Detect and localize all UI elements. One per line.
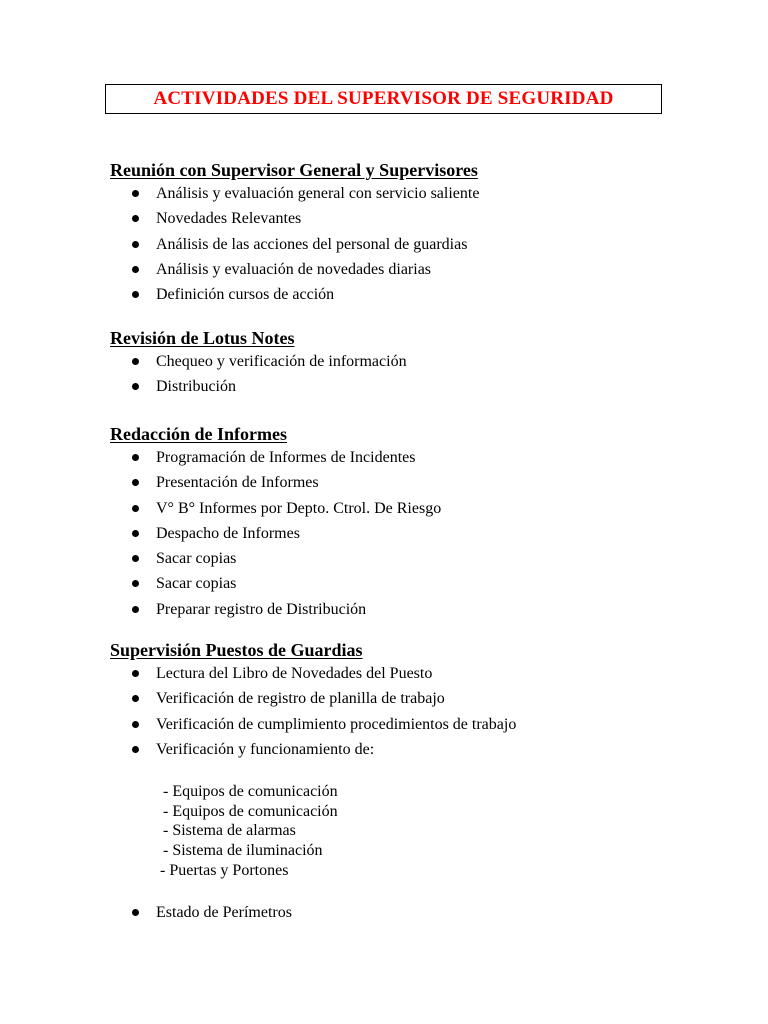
sub-item: - Equipos de comunicación [163, 783, 338, 800]
list-item: Chequeo y verificación de información [110, 349, 407, 374]
list-item: Programación de Informes de Incidentes [110, 445, 441, 470]
bullet-icon [132, 670, 139, 677]
list-item: Sacar copias [110, 546, 441, 571]
bullet-icon [132, 291, 139, 298]
item-list [110, 349, 407, 400]
list-item: Novedades Relevantes [110, 206, 479, 231]
list-item: Análisis y evaluación general con servicio saliente [110, 181, 479, 206]
bullet-icon [132, 555, 139, 562]
list-item: Distribución [110, 374, 407, 399]
section-heading: Redacción de Informes [110, 424, 287, 444]
bullet-icon [132, 454, 139, 461]
bullet-icon [132, 266, 139, 273]
bullet-icon [132, 479, 139, 486]
section-lotus-notes [110, 327, 407, 400]
item-list [110, 181, 479, 307]
sub-item: - Puertas y Portones [160, 861, 289, 879]
sub-item: - Sistema de iluminación [163, 842, 323, 860]
bullet-icon [132, 505, 139, 512]
list-item: Definición cursos de acción [110, 282, 479, 307]
list-item: Sacar copias [110, 571, 441, 596]
sub-item: - Equipos de comunicación [163, 802, 338, 820]
bullet-icon [132, 190, 139, 197]
item-list [110, 661, 516, 762]
list-item: Verificación de registro de planilla de trabajo [110, 686, 516, 711]
section-puestos-guardias [110, 639, 516, 762]
bullet-icon [132, 580, 139, 587]
sub-item: - Sistema de alarmas [163, 822, 296, 840]
bullet-icon [132, 358, 139, 365]
list-item: Estado de Perímetros [110, 900, 292, 925]
bullet-icon [132, 241, 139, 248]
list-item: Verificación de cumplimiento procedimientos de trabajo [110, 712, 516, 737]
bullet-icon [132, 530, 139, 537]
bullet-icon [132, 215, 139, 222]
item-list [110, 445, 441, 622]
document-title: ACTIVIDADES DEL SUPERVISOR DE SEGURIDAD [153, 88, 614, 109]
title-box [105, 84, 662, 114]
section-informes [110, 423, 441, 622]
section-heading: Reunión con Supervisor General y Supervisores [110, 160, 478, 180]
subitem-list [160, 782, 338, 881]
list-item: V° B° Informes por Depto. Ctrol. De Riesgo [110, 496, 441, 521]
list-item: Lectura del Libro de Novedades del Puesto [110, 661, 516, 686]
final-item-list [110, 900, 292, 925]
bullet-icon [132, 909, 139, 916]
list-item: Verificación y funcionamiento de: [110, 737, 516, 762]
section-reunion [110, 159, 479, 307]
section-heading: Revisión de Lotus Notes [110, 328, 295, 348]
section-heading: Supervisión Puestos de Guardias [110, 640, 363, 660]
bullet-icon [132, 746, 139, 753]
bullet-icon [132, 606, 139, 613]
bullet-icon [132, 695, 139, 702]
list-item: Despacho de Informes [110, 521, 441, 546]
bullet-icon [132, 721, 139, 728]
list-item: Preparar registro de Distribución [110, 597, 441, 622]
bullet-icon [132, 383, 139, 390]
list-item: Presentación de Informes [110, 470, 441, 495]
list-item: Análisis de las acciones del personal de guardias [110, 232, 479, 257]
list-item: Análisis y evaluación de novedades diarias [110, 257, 479, 282]
